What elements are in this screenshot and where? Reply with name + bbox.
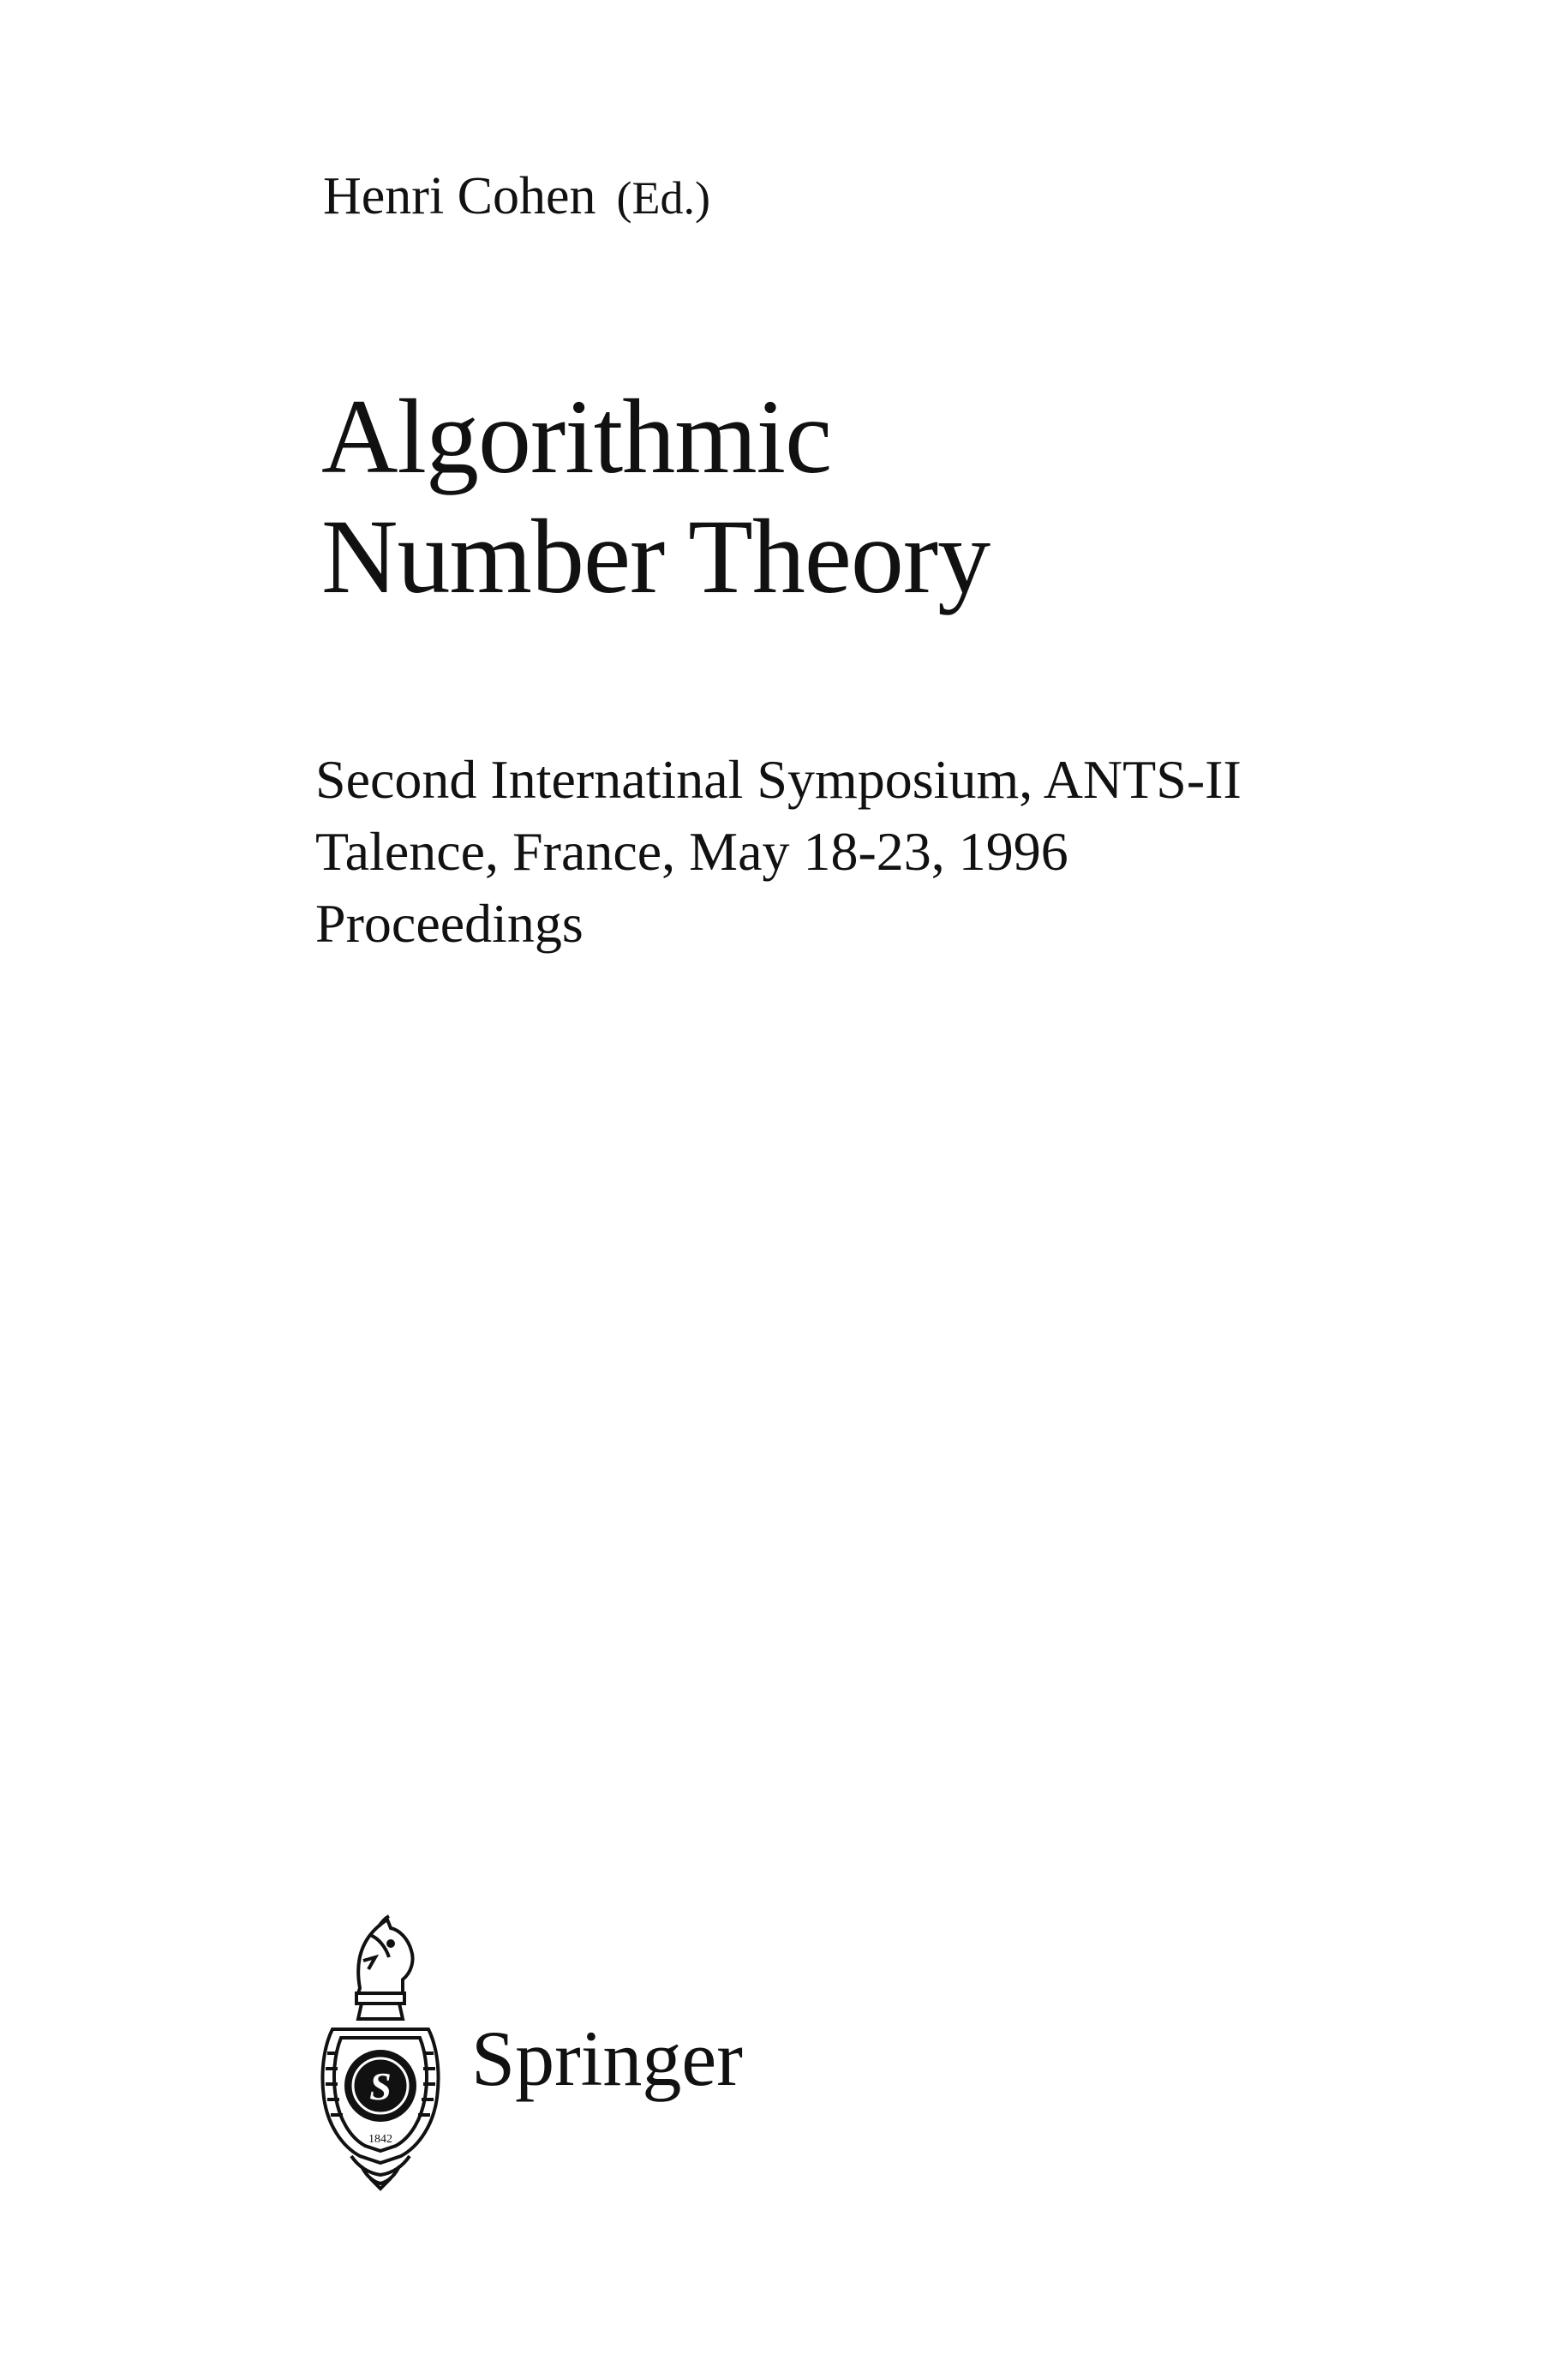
book-title-line-2: Number Theory <box>321 498 990 615</box>
subtitle-line-2: Talence, France, May 18-23, 1996 <box>315 821 1068 882</box>
springer-knight-logo-icon <box>307 1909 452 2192</box>
subtitle-line-1: Second Internatinal Symposium, ANTS-II <box>315 749 1242 810</box>
publisher-name: Springer <box>471 2015 743 2102</box>
logo-year: 1842 <box>368 2133 392 2146</box>
book-title-line-1: Algorithmic <box>321 378 832 495</box>
book-subtitle <box>315 744 1242 960</box>
logo-monogram: S <box>369 2064 392 2108</box>
editor-name: Henri Cohen <box>323 167 596 225</box>
editor-role: (Ed.) <box>616 172 710 224</box>
subtitle-line-3: Proceedings <box>315 893 584 954</box>
book-title <box>321 377 990 617</box>
publisher-block <box>307 1909 769 2192</box>
editor-line <box>323 167 710 225</box>
